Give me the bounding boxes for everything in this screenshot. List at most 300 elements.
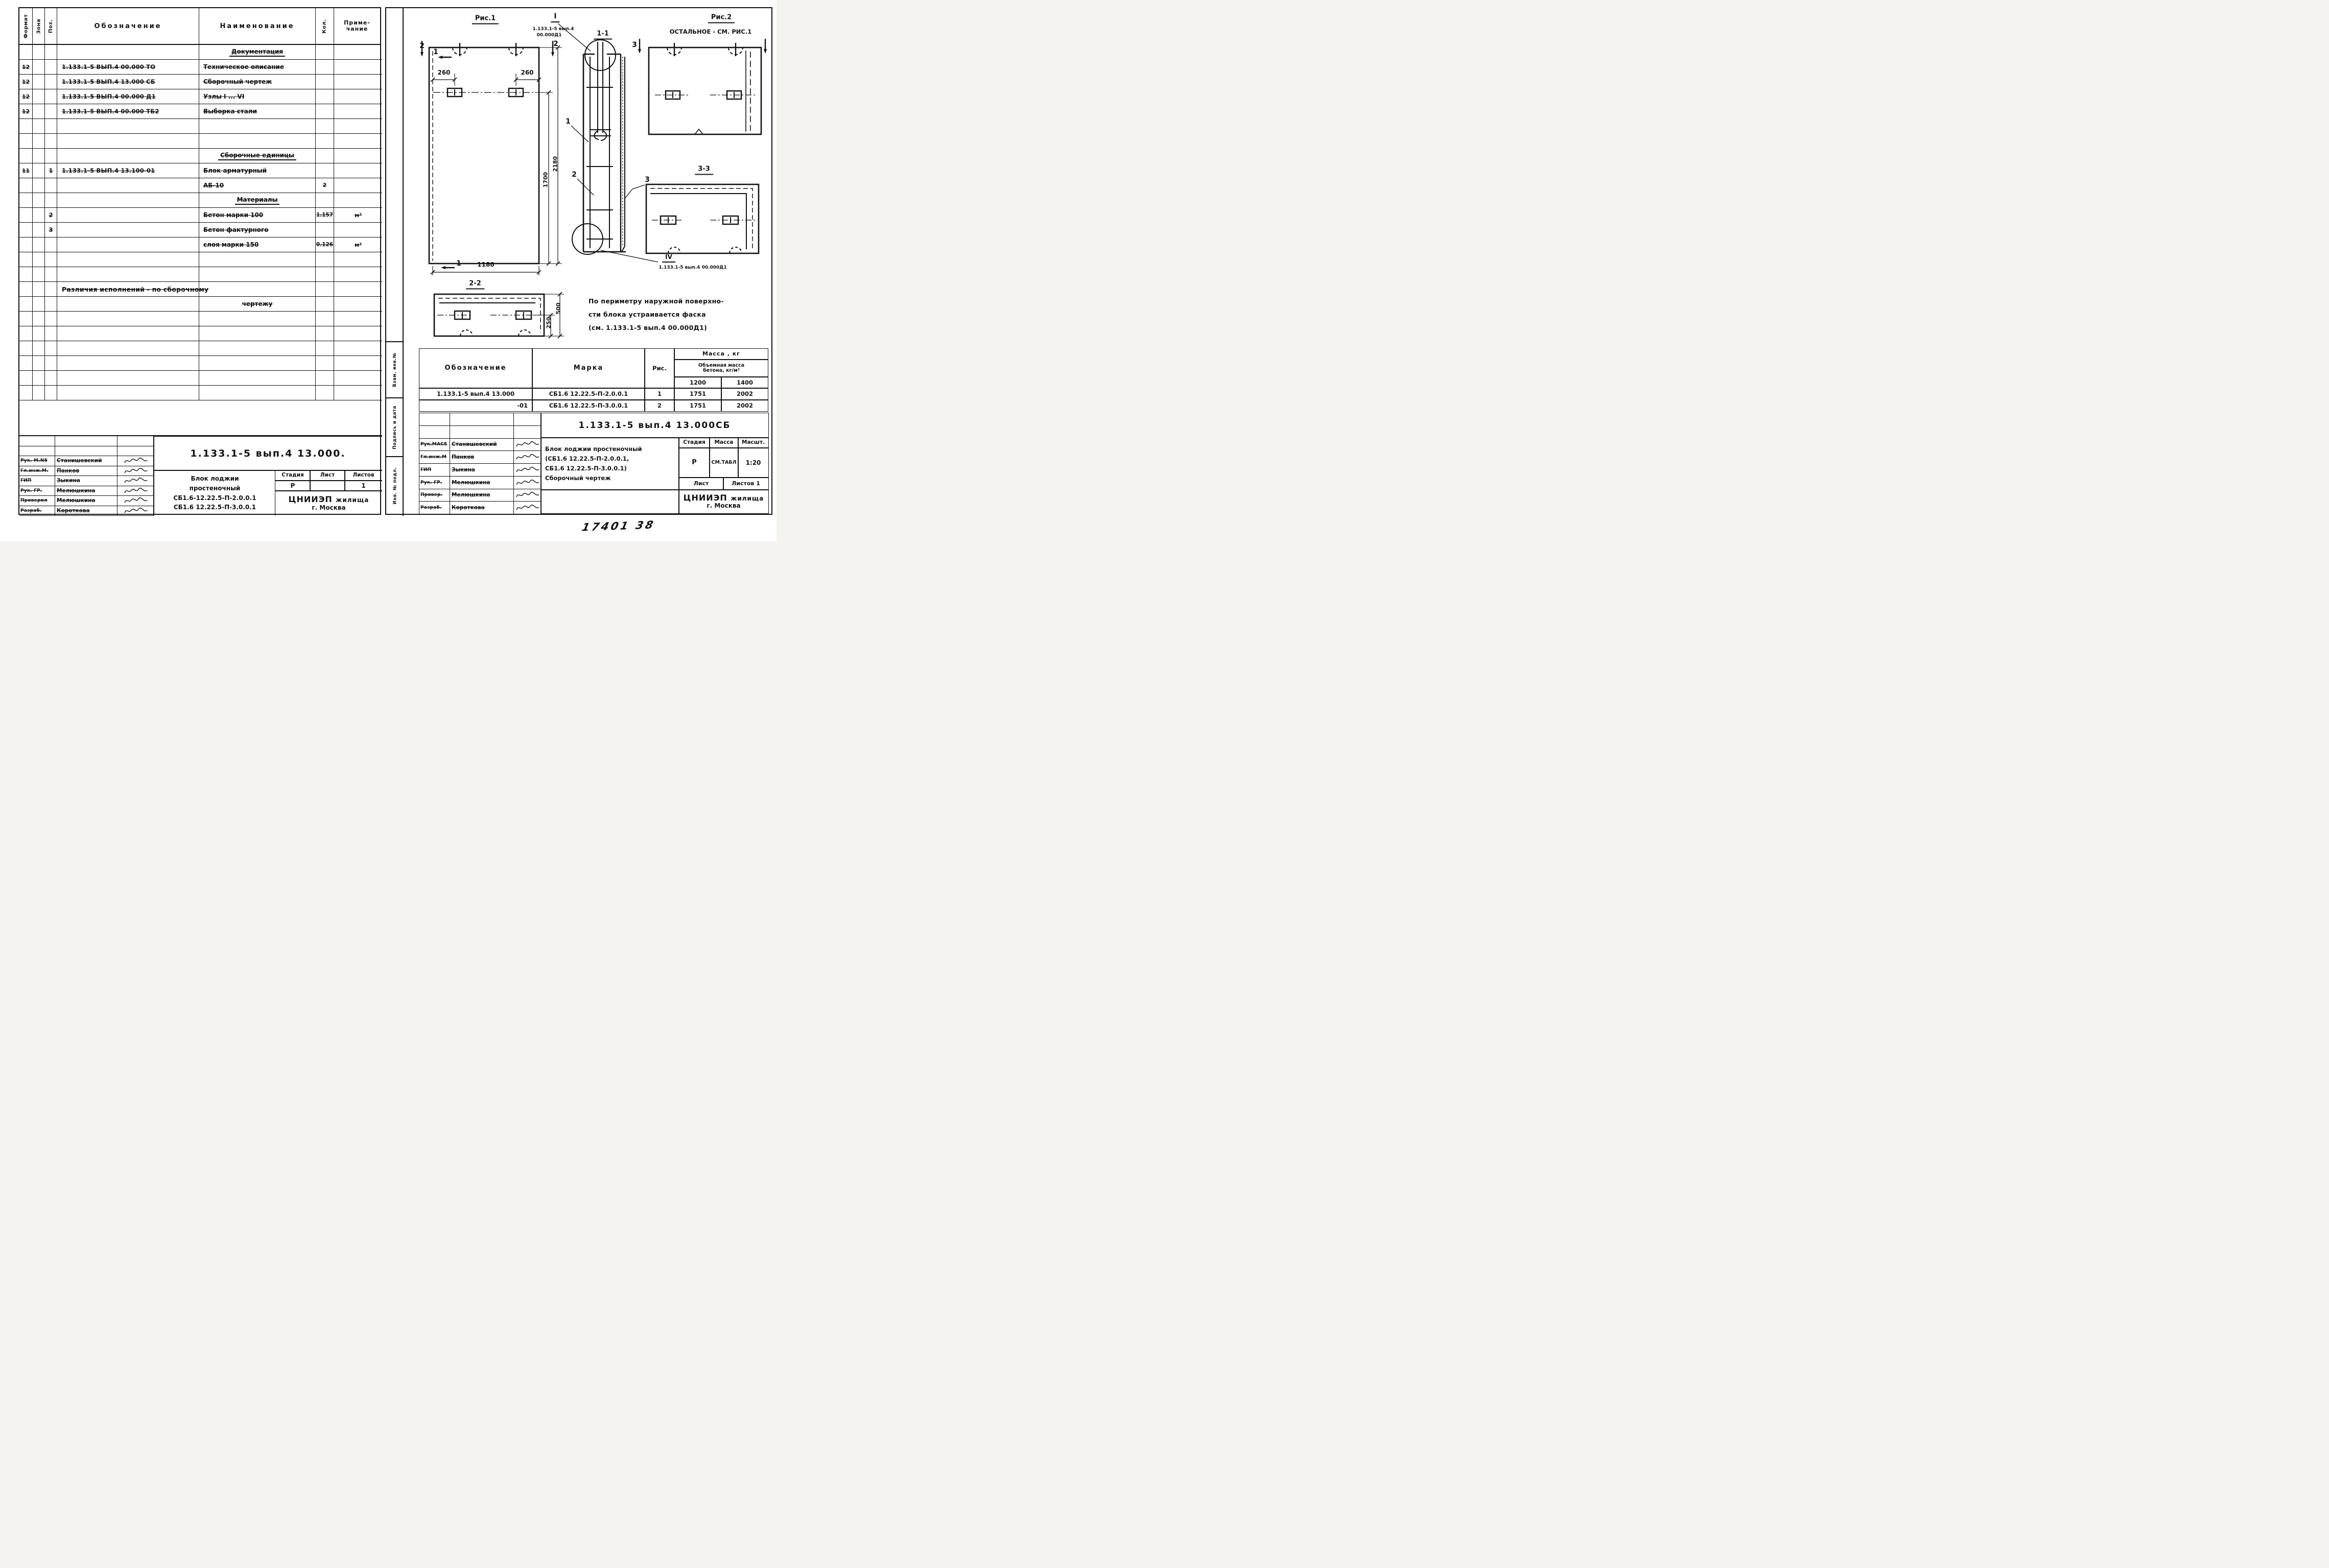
pos-cell: [45, 163, 57, 178]
drawing-sheet: [385, 7, 772, 515]
fig1-title: Рис.1: [472, 15, 499, 25]
pos-cell: [45, 104, 57, 119]
name-value: Узлы I ... VI: [203, 93, 245, 100]
dim-2180: 2180: [552, 156, 559, 172]
org-city: г. Москва: [312, 504, 346, 511]
zone-cell: [33, 267, 45, 282]
format-cell: [19, 45, 33, 60]
signature-name: Станишевский: [450, 439, 514, 452]
dim-260-right: 260: [521, 69, 534, 76]
zone-cell: [33, 297, 45, 312]
signature-cell: [514, 464, 541, 477]
format-cell: [19, 60, 33, 75]
designation-cell: [57, 386, 199, 400]
qty-cell: [316, 371, 334, 386]
qty-cell: [316, 297, 334, 312]
name-value: АБ-10: [203, 182, 224, 189]
designation-cell: [57, 297, 199, 312]
zone-cell: [33, 163, 45, 178]
note-cell: [334, 163, 382, 178]
stamp-empty-cell: [540, 489, 679, 514]
name-cell: [199, 237, 316, 252]
designation-cell: [57, 193, 199, 208]
qty-cell: [316, 386, 334, 400]
pos-cell: [45, 237, 57, 252]
designation-cell: [57, 252, 199, 267]
spec-table-row: [19, 223, 382, 237]
format-cell: [19, 89, 33, 104]
qty-cell: [316, 45, 334, 60]
qty-cell: [316, 104, 334, 119]
spec-table-row: [19, 326, 382, 341]
format-cell: [19, 208, 33, 223]
listov-value: 1: [344, 480, 382, 491]
format-cell: [19, 193, 33, 208]
signature-scribble-icon: [124, 507, 148, 514]
signature-scribble-icon: [124, 497, 148, 504]
designation-cell: [57, 371, 199, 386]
spec-table-row: [19, 134, 382, 149]
spec-table-row: [19, 45, 382, 60]
stamp-mass-value: СМ.ТАБЛ: [709, 447, 739, 478]
header-note-line2: чание: [346, 26, 368, 32]
name-cell: [199, 89, 316, 104]
spec-table-row: [19, 149, 382, 163]
name-value: Документация: [229, 48, 285, 57]
qty-cell: [316, 193, 334, 208]
format-cell: [19, 386, 33, 400]
signature-row: [19, 506, 154, 516]
section-3-3-title: 3-3: [695, 165, 713, 175]
qty-value: 1.157: [316, 212, 334, 218]
designation-cell: [57, 119, 199, 134]
designation-cell: [57, 223, 199, 237]
margin-cell-podpis: Подпись и дата: [386, 397, 404, 456]
name-value: Бетон фактурного: [203, 226, 269, 233]
mass-row2-designation: -01: [419, 400, 532, 412]
format-cell: [19, 356, 33, 371]
qty-cell: [316, 282, 334, 297]
left-product-name: [153, 470, 276, 516]
format-cell: [19, 341, 33, 356]
signature-row: [19, 476, 154, 486]
zone-cell: [33, 104, 45, 119]
note-cell: [334, 104, 382, 119]
header-format: Формат: [19, 8, 33, 44]
stage-value: Р: [275, 480, 311, 491]
spec-table-row: [19, 356, 382, 371]
pos-value: 2: [49, 211, 53, 219]
zone-cell: [33, 326, 45, 341]
signature-row: [19, 486, 154, 496]
density-line1: Объемная масса: [698, 362, 745, 368]
signature-name: Панков: [55, 466, 117, 477]
header-note-line1: Приме-: [344, 19, 370, 26]
qty-cell: [316, 208, 334, 223]
qty-cell: [316, 134, 334, 149]
zone-cell: [33, 134, 45, 149]
designation-cell: [57, 312, 199, 326]
fig2-title: Рис.2: [708, 14, 735, 23]
spec-table-row: [19, 386, 382, 400]
format-cell: [19, 223, 33, 237]
name-cell: [199, 312, 316, 326]
signature-cell: [514, 451, 541, 464]
zone-cell: [33, 282, 45, 297]
qty-cell: [316, 326, 334, 341]
pos-cell: [45, 149, 57, 163]
designation-cell: [57, 356, 199, 371]
note-cell: [334, 297, 382, 312]
designation-value: 1.133.1-5 ВЫП.4 13.000 СБ: [62, 78, 155, 85]
scanned-drawing-page: [0, 0, 777, 541]
signature-row: [419, 502, 541, 514]
name-value: Сборочные единицы: [218, 152, 296, 160]
format-cell: [19, 149, 33, 163]
signature-cell: [514, 439, 541, 452]
spec-table-row: [19, 89, 382, 104]
zone-cell: [33, 208, 45, 223]
signature-scribble-icon: [124, 477, 148, 484]
signature-name: Панков: [450, 451, 514, 464]
mass-row2-mark: СБ1.6 12.22.5-П-3.0.0.1: [532, 400, 645, 412]
signature-name: Мелюшкина: [450, 489, 514, 502]
pos-cell: [45, 60, 57, 75]
designation-cell: [57, 60, 199, 75]
product-line: СБ1.6-12.22.5-П-2.0.0.1: [173, 494, 256, 502]
section-mark-1-bottom: 1: [456, 259, 461, 268]
zone-cell: [33, 178, 45, 193]
header-pos: Поз.: [45, 8, 57, 44]
zone-cell: [33, 149, 45, 163]
designation-value: 1.133.1-5 ВЫП.4 13.100-01: [62, 167, 155, 174]
qty-cell: [316, 341, 334, 356]
name-value: Техническое описание: [203, 63, 284, 70]
qty-cell: [316, 237, 334, 252]
signature-name: Зыкина: [55, 476, 117, 486]
zone-cell: [33, 341, 45, 356]
designation-cell: [57, 149, 199, 163]
pos-cell: [45, 282, 57, 297]
mass-row1-designation: 1.133.1-5 вып.4 13.000: [419, 388, 532, 400]
signature-row: [419, 439, 541, 452]
spec-table-row: [19, 178, 382, 193]
stage-header-list: Лист: [310, 470, 345, 481]
format-cell: [19, 163, 33, 178]
product-line: Блок лоджии простеночный: [545, 445, 642, 453]
note-cell: [334, 89, 382, 104]
pos-cell: [45, 89, 57, 104]
header-note: [334, 8, 380, 44]
zone-cell: [33, 371, 45, 386]
signature-row: [19, 456, 154, 466]
stamp-sheets-label: Листов 1: [723, 477, 769, 490]
detail-I-label: I: [551, 12, 559, 22]
name-cell: [199, 104, 316, 119]
signature-role: Рук.МАС5: [419, 439, 450, 452]
signature-scribble-icon: [515, 441, 540, 448]
signature-role: Провер.: [419, 489, 450, 502]
zone-cell: [33, 119, 45, 134]
name-cell: [199, 386, 316, 400]
designation-cell: [57, 104, 199, 119]
pos-cell: [45, 312, 57, 326]
spec-table-row: [19, 60, 382, 75]
mass-row1-fig: 1: [645, 388, 674, 400]
detail-I-ref-line2: 00.000Д1: [536, 33, 562, 38]
name-cell: [199, 267, 316, 282]
signature-scribble-icon: [515, 454, 540, 461]
signature-cell: [117, 476, 154, 486]
filing-margin-strip: [386, 8, 404, 516]
header-designation: Обозначение: [57, 8, 199, 44]
signature-cell: [117, 466, 154, 477]
left-org-cell: [275, 490, 382, 516]
designation-value: 1.133.1-5 ВЫП.4 00.000 ТБ2: [62, 108, 159, 115]
note-cell: [334, 312, 382, 326]
signature-row-empty: [419, 426, 541, 439]
mass-row2-1400: 2002: [721, 400, 768, 412]
right-doc-number: 1.133.1-5 вып.4 13.000СБ: [540, 413, 769, 438]
perimeter-note-line1: По периметру наружной поверхно-: [589, 297, 724, 305]
stamp-mass-header: Масса: [709, 437, 739, 448]
designation-cell: [57, 45, 199, 60]
zone-cell: [33, 356, 45, 371]
signature-cell: [117, 496, 154, 506]
pos-cell: [45, 356, 57, 371]
qty-cell: [316, 163, 334, 178]
mass-row1-1400: 2002: [721, 388, 768, 400]
signature-scribble-icon: [515, 504, 540, 511]
right-product-name: [540, 437, 679, 490]
zone-cell: [33, 386, 45, 400]
spec-table-row: [19, 297, 382, 312]
qty-cell: [316, 75, 334, 89]
format-cell: [19, 326, 33, 341]
stamp-scale-value: 1:20: [738, 447, 769, 478]
note-cell: [334, 208, 382, 223]
section-2-2-title: 2-2: [466, 280, 484, 290]
note-cell: [334, 386, 382, 400]
signature-name: Станишевский: [55, 456, 117, 466]
dim-1700: 1700: [542, 172, 549, 188]
note-cell: [334, 371, 382, 386]
signature-row: [419, 477, 541, 489]
designation-cell: [57, 134, 199, 149]
note-cell: [334, 75, 382, 89]
name-cell: [199, 341, 316, 356]
designation-cell: [57, 267, 199, 282]
signature-row: [19, 496, 154, 506]
note-cell: [334, 178, 382, 193]
signature-row-empty: [19, 446, 154, 457]
zone-cell: [33, 223, 45, 237]
section-mark-3: 3: [632, 41, 637, 49]
signature-row: [19, 466, 154, 477]
pos-cell: [45, 326, 57, 341]
note-value: м³: [355, 211, 362, 219]
product-line: (СБ1.6 12.22.5-П-2.0.0.1,: [545, 455, 629, 463]
pos-cell: [45, 75, 57, 89]
signature-row: [419, 464, 541, 477]
designation-value: 1.133.1-5 ВЫП.4 00.000 Д1: [62, 93, 156, 100]
name-cell: [199, 356, 316, 371]
signature-role: Разраб.: [19, 506, 55, 516]
signature-scribble-icon: [124, 487, 148, 494]
format-cell: [19, 371, 33, 386]
format-cell: [19, 252, 33, 267]
format-cell: [19, 267, 33, 282]
format-cell: [19, 237, 33, 252]
mass-col-density: [674, 360, 768, 377]
pos-cell: [45, 208, 57, 223]
dim-260-left: 260: [437, 69, 451, 76]
margin-cell-vzam: Взам. инв.№: [386, 341, 404, 397]
drawing-linework: [404, 8, 772, 346]
signature-cell: [117, 506, 154, 516]
signature-role: Разраб.: [419, 502, 450, 514]
left-doc-number: 1.133.1-5 вып.4 13.000.: [153, 436, 382, 471]
designation-cell: [57, 282, 209, 297]
signature-row: [419, 489, 541, 502]
list-value: [310, 480, 345, 491]
header-name: Наименование: [199, 8, 316, 44]
stamp-scale-header: Масшт.: [738, 437, 769, 448]
left-signature-block: [19, 436, 154, 516]
signature-cell: [514, 502, 541, 514]
spec-table-row: [19, 341, 382, 356]
signature-role: Рук. ГР.: [419, 477, 450, 489]
note-cell: [334, 326, 382, 341]
note-cell: [334, 237, 382, 252]
specification-sheet: [18, 7, 381, 515]
stamp-stage-header: Стадия: [678, 437, 710, 448]
name-value: Блок арматурный: [203, 167, 267, 174]
mass-col-1200: 1200: [674, 377, 721, 388]
format-cell: [19, 178, 33, 193]
section-1-1-title: 1-1: [594, 30, 612, 40]
designation-cell: [57, 163, 199, 178]
name-cell: [199, 60, 316, 75]
mass-col-mass: Масса , кг: [674, 348, 768, 360]
header-qty: Кол.: [316, 8, 334, 44]
qty-cell: [316, 312, 334, 326]
zone-cell: [33, 75, 45, 89]
callout-1: 1: [566, 117, 571, 126]
name-cell: [199, 163, 316, 178]
signature-role: ГИП: [19, 476, 55, 486]
left-signature-rows: [19, 456, 154, 516]
spec-table-row: [19, 163, 382, 178]
mass-col-1400: 1400: [721, 377, 768, 388]
detail-I-ref-line1: 1.133.1-5 вып.4: [532, 27, 574, 32]
designation-cell: [57, 75, 199, 89]
qty-cell: [316, 356, 334, 371]
mass-col-designation: Обозначение: [419, 348, 532, 388]
zone-cell: [33, 193, 45, 208]
spec-table-row: [19, 119, 382, 134]
mass-row1-1200: 1751: [674, 388, 721, 400]
name-value: Материалы: [235, 196, 280, 205]
name-value: Сборочный чертеж: [203, 78, 272, 85]
note-cell: [334, 134, 382, 149]
name-value: слоя марки 150: [203, 241, 259, 248]
spec-table-body: [19, 45, 382, 400]
name-cell: [199, 223, 316, 237]
zone-cell: [33, 312, 45, 326]
pos-cell: [45, 371, 57, 386]
callout-3: 3: [645, 176, 650, 184]
signature-scribble-icon: [124, 457, 148, 464]
format-value: 11: [21, 167, 30, 174]
pos-cell: [45, 119, 57, 134]
designation-cell: [57, 341, 199, 356]
format-value: 12: [21, 78, 30, 85]
pos-cell: [45, 341, 57, 356]
signature-role: Рук. М.N5: [19, 456, 55, 466]
spec-table-row: [19, 371, 382, 386]
format-cell: [19, 282, 33, 297]
spec-table-header: [19, 8, 380, 45]
right-signature-rows: [419, 439, 541, 515]
zone-cell: [33, 237, 45, 252]
spec-table-row: [19, 282, 382, 297]
signature-name: Короткова: [55, 506, 117, 516]
zone-cell: [33, 89, 45, 104]
designation-value: Различия исполнений - по сборочному: [62, 285, 209, 293]
mass-row2-fig: 2: [645, 400, 674, 412]
designation-value: 1.133.1-5 ВЫП.4 00.000 ТО: [62, 63, 156, 70]
name-cell: [199, 326, 316, 341]
perimeter-note-line3: (см. 1.133.1-5 вып.4 00.000Д1): [589, 324, 708, 331]
signature-row-empty: [19, 436, 154, 446]
drawing-content: [404, 8, 772, 515]
qty-cell: [316, 89, 334, 104]
name-cell: [199, 178, 316, 193]
name-cell: [199, 119, 316, 134]
designation-cell: [57, 326, 199, 341]
mass-col-fig: Рис.: [645, 348, 674, 388]
detail-IV-label: IV: [662, 253, 675, 263]
format-cell: [19, 75, 33, 89]
note-cell: [334, 45, 382, 60]
designation-cell: [57, 237, 199, 252]
pos-cell: [45, 252, 57, 267]
signature-scribble-icon: [515, 466, 540, 473]
mass-col-mark: Марка: [532, 348, 645, 388]
section-mark-2-right: 2: [553, 40, 558, 48]
qty-cell: [316, 252, 334, 267]
name-value: Выборка стали: [203, 108, 257, 115]
note-cell: [334, 223, 382, 237]
stamp-stage-value: Р: [678, 447, 710, 478]
note-value: м³: [355, 241, 362, 248]
name-cell: [199, 371, 316, 386]
stamp-sheet-label: Лист: [678, 477, 724, 490]
qty-cell: [316, 119, 334, 134]
qty-cell: [316, 223, 334, 237]
note-cell: [334, 282, 382, 297]
qty-cell: [316, 60, 334, 75]
spec-table-row: [19, 252, 382, 267]
spec-table-row: [19, 312, 382, 326]
name-cell: [199, 45, 316, 60]
density-line2: бетона, кг/м³: [703, 368, 740, 373]
header-zone: Зона: [33, 8, 45, 44]
stage-header-listov: Листов: [344, 470, 382, 481]
signature-cell: [514, 477, 541, 489]
name-cell: [199, 297, 316, 312]
